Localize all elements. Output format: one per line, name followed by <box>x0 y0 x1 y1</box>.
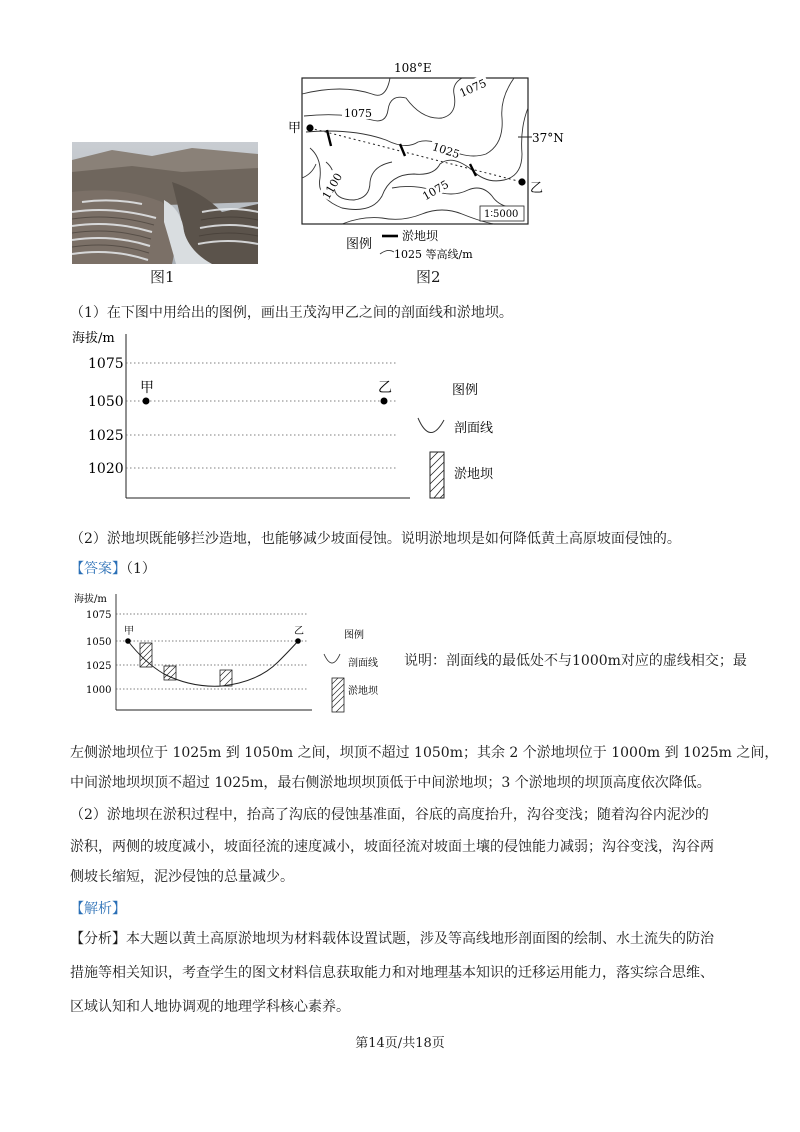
analysis-text: 本大题以黄土高原淤地坝为材料载体设置试题，涉及等高线地形剖面图的绘制、水土流失的防治 <box>126 931 714 947</box>
ans-legend-dam: 淤地坝 <box>348 686 378 697</box>
answer-bracket: 【答案】 <box>70 561 126 577</box>
answer-2-line: 侧坡长缩短，泥沙侵蚀的总量减少。 <box>70 869 294 885</box>
ans-legend-profile-symbol <box>324 654 340 663</box>
point-jia-marker <box>306 124 313 131</box>
page-footer: 第14页/共18页 <box>355 1036 445 1051</box>
q1-point-jia <box>143 398 150 405</box>
point-yi-label: 乙 <box>530 181 544 196</box>
contour-label: 1025 <box>430 140 462 162</box>
answer-profile-chart <box>72 590 412 714</box>
q1-tick-label: 1075 <box>88 356 124 372</box>
q1-y-axis-label: 海拔/m <box>72 331 115 346</box>
legend-contour-symbol <box>380 250 394 254</box>
contour-label: 1075 <box>344 107 372 120</box>
ans-point-jia-label: 甲 <box>124 626 134 637</box>
q1-legend-profile-symbol <box>418 418 444 433</box>
contour-label: 1075 <box>420 177 452 204</box>
answer-dams <box>140 643 232 686</box>
contour-label: 1100 <box>319 170 346 202</box>
figure1-caption: 图1 <box>150 268 175 286</box>
scale-label: 1∶5000 <box>484 209 519 220</box>
answer-explanation-line: 中间淤地坝坝顶不超过 1025m，最右侧淤地坝坝顶低于中间淤地坝；3 个淤地坝的坝顶高度依次降低。 <box>70 775 711 791</box>
latitude-label: 37°N <box>532 131 564 145</box>
q1-legend-profile: 剖面线 <box>454 421 494 436</box>
q1-tick-label: 1025 <box>88 428 124 444</box>
q1-point-yi-label: 乙 <box>378 380 392 396</box>
answer-profile-line <box>128 641 298 686</box>
ans-tick-label: 1000 <box>86 685 112 696</box>
ans-point-jia <box>125 638 131 644</box>
q1-legend-title: 图例 <box>452 383 479 398</box>
answer-explanation-line: 左侧淤地坝位于 1025m 到 1050m 之间，坝顶不超过 1050m；其余 2 个淤地坝位于 1000m 到 1025m 之间， <box>70 745 779 761</box>
answer-2-line: （2）淤地坝在淤积过程中，抬高了沟底的侵蚀基准面，谷底的高度抬升，沟谷变浅；随着沟谷内泥沙的 <box>70 807 709 823</box>
q1-profile-chart <box>68 328 518 508</box>
answer-2-line: 淤积，两侧的坡度减小，坡面径流的速度减小，坡面径流对坡面土壤的侵蚀能力减弱；沟谷变浅，沟谷两 <box>70 839 714 855</box>
analysis-line: 措施等相关知识，考查学生的图文材料信息获取能力和对地理基本知识的迁移运用能力，落实综合思维、 <box>70 965 714 981</box>
analysis-line <box>70 928 714 950</box>
point-yi-marker <box>518 178 525 185</box>
q1-legend-dam-symbol <box>430 452 444 498</box>
ans-legend-title: 图例 <box>344 630 364 641</box>
q1-tick-label: 1020 <box>88 461 124 477</box>
ans-legend-profile: 剖面线 <box>348 658 378 669</box>
figure1-photo <box>72 142 258 264</box>
analysis-line: 区域认知和人地协调观的地理学科核心素养。 <box>70 999 350 1015</box>
ans-tick-label: 1025 <box>86 661 112 672</box>
contour-label: 1075 <box>457 76 489 100</box>
ans-point-yi <box>295 638 301 644</box>
q1-point-jia-label: 甲 <box>140 380 154 396</box>
map-legend-dam: 淤地坝 <box>402 229 439 243</box>
ans-tick-label: 1075 <box>86 610 112 621</box>
ans-legend-dam-symbol <box>332 678 344 712</box>
analysis-label: 【分析】 <box>70 931 126 947</box>
answer-explanation-inline: 说明：剖面线的最低处不与1000m对应的虚线相交；最 <box>404 653 747 669</box>
figure2-contour-map <box>282 58 582 270</box>
point-jia-label: 甲 <box>288 121 302 136</box>
q1-point-yi <box>381 398 388 405</box>
answer-part-label: （1） <box>126 561 156 577</box>
ans-point-yi-label: 乙 <box>294 626 304 637</box>
answer-heading <box>70 558 156 580</box>
figure2-caption: 图2 <box>416 268 441 286</box>
q1-tick-label: 1050 <box>88 394 124 410</box>
q1-legend-dam: 淤地坝 <box>454 467 494 482</box>
ans-y-axis-label: 海拔/m <box>74 594 107 605</box>
map-legend-title: 图例 <box>346 237 373 252</box>
analysis-heading: 【解析】 <box>70 901 126 917</box>
dam-marker <box>327 130 331 146</box>
question-1-text: （1）在下图中用给出的图例，画出王茂沟甲乙之间的剖面线和淤地坝。 <box>70 305 513 321</box>
map-legend-contour: 1025 等高线/m <box>394 248 473 261</box>
longitude-label: 108°E <box>394 61 432 75</box>
question-2-text: （2）淤地坝既能够拦沙造地，也能够减少坡面侵蚀。说明淤地坝是如何降低黄土高原坡面侵蚀的。 <box>70 531 681 547</box>
ans-tick-label: 1050 <box>86 637 112 648</box>
